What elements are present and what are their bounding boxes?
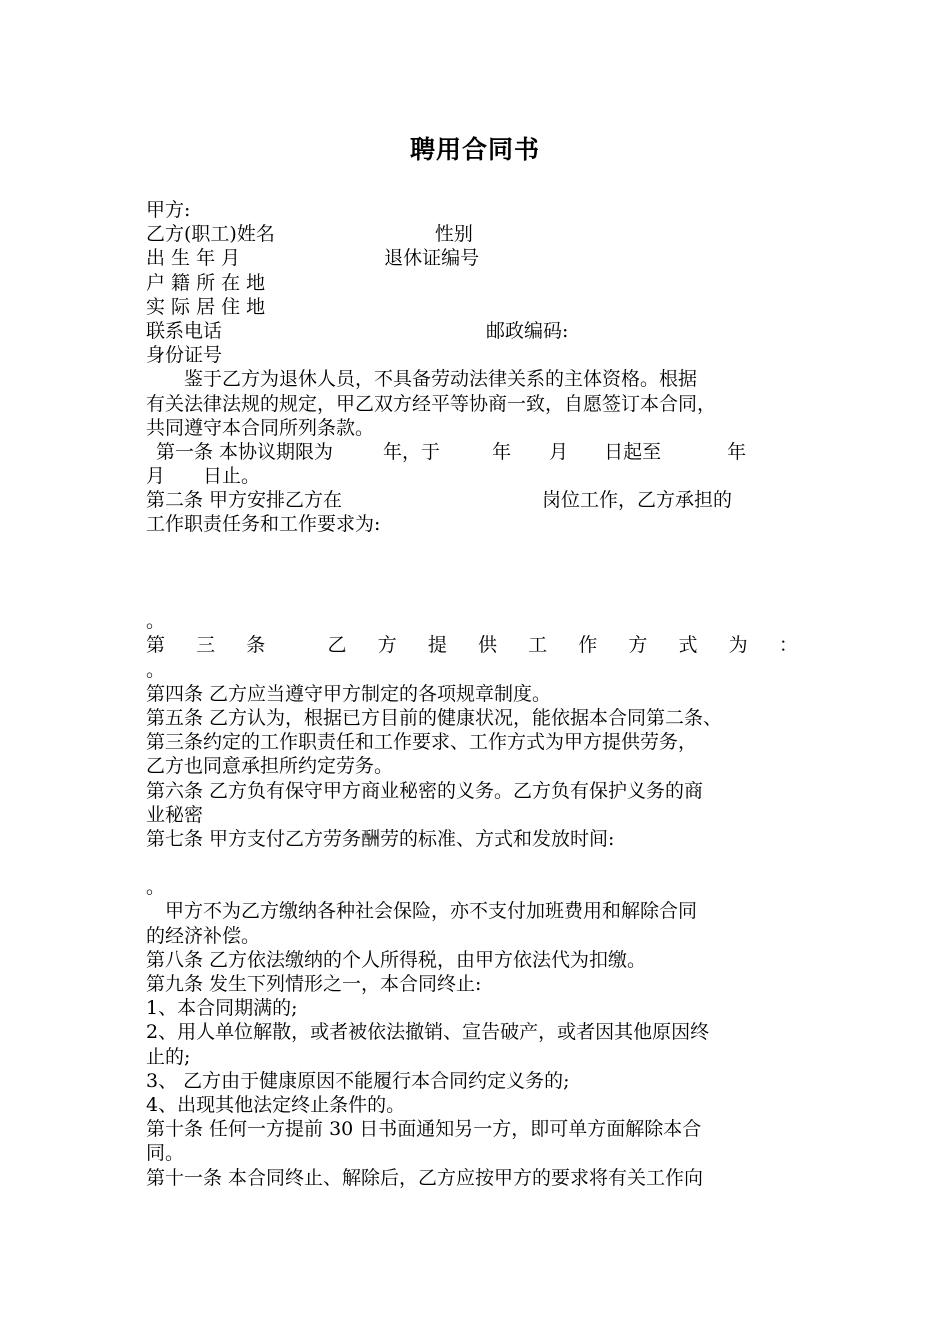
hukou-label: 户 籍 所 在 地 [146, 271, 266, 294]
article-9-item-1: 1、本合同期满的; [146, 997, 298, 1020]
article-3-char: 方 [628, 634, 648, 657]
article-10-line-1: 第十条 任何一方提前 30 日书面通知另一方，即可单方面解除本合 [146, 1118, 702, 1141]
residence-label: 实 际 居 住 地 [146, 295, 266, 318]
article-9-item-2-line-1: 2、用人单位解散，或者被依法撤销、宣告破产，或者因其他原因终 [146, 1021, 710, 1044]
article-7: 第七条 甲方支付乙方劳务酬劳的标准、方式和发放时间: [146, 827, 615, 850]
article-6-line-1: 第六条 乙方负有保守甲方商业秘密的义务。乙方负有保护义务的商 [146, 779, 704, 802]
article-9-item-4: 4、出现其他法定终止条件的。 [146, 1093, 406, 1116]
phone-line [146, 319, 816, 343]
period-mark-2: 。 [146, 658, 166, 681]
article-5-line-1: 第五条 乙方认为，根据已方目前的健康状况，能依据本合同第二条、 [146, 706, 723, 729]
article-5-line-3: 乙方也同意承担所约定劳务。 [146, 755, 394, 778]
article-1-text-d: 月 [549, 440, 569, 463]
contract-body [146, 198, 816, 1190]
article-1-text-b: 年，于 [383, 440, 441, 463]
article-2-line-2: 工作职责任务和工作要求为: [146, 513, 381, 536]
article-4: 第四条 乙方应当遵守甲方制定的各项规章制度。 [146, 682, 552, 705]
gender-label: 性别 [434, 223, 473, 246]
party-a-line: 甲方: [146, 199, 191, 221]
article-1-text-g: 月 [146, 465, 166, 488]
article-1-text-h: 日止。 [203, 465, 261, 488]
article-1-line-1 [146, 440, 816, 464]
article-1-text-a: 第一条 本协议期限为 [156, 440, 334, 463]
article-9-item-3: 3、 乙方由于健康原因不能履行本合同约定义务的; [146, 1069, 570, 1092]
preamble-line-1: 鉴于乙方为退休人员，不具备劳动法律关系的主体资格。根据 [146, 368, 698, 391]
phone-label: 联系电话 [146, 319, 223, 342]
article-3-char: ： [778, 634, 798, 657]
birth-label: 出 生 年 月 [146, 247, 241, 270]
article-1-text-e: 日起至 [604, 440, 662, 463]
period-mark-1: 。 [146, 610, 166, 633]
article-3-char: 三 [196, 634, 216, 657]
article-3-char: 方 [377, 634, 397, 657]
article-2-text-a: 第二条 甲方安排乙方在 [146, 489, 343, 512]
article-3-char: 乙 [327, 634, 347, 657]
article-2-text-b: 岗位工作，乙方承担的 [542, 489, 733, 512]
article-2-line-1 [146, 488, 816, 512]
birth-line [146, 246, 816, 270]
article-3-char: 条 [246, 634, 266, 657]
period-mark-3: 。 [146, 876, 166, 899]
article-7-note-line-1: 甲方不为乙方缴纳各种社会保险，亦不支付加班费用和解除合同 [146, 900, 698, 923]
postcode-label: 邮政编码: [486, 319, 569, 342]
article-6-line-2: 业秘密 [146, 803, 204, 826]
preamble-line-2: 有关法律法规的规定，甲乙双方经平等协商一致，自愿签订本合同， [146, 392, 717, 415]
article-3-char: 式 [678, 634, 698, 657]
article-1-text-f: 年 [727, 440, 747, 463]
article-1-line-2 [146, 464, 816, 488]
id-no-label: 身份证号 [146, 344, 223, 367]
article-11: 第十一条 本合同终止、解除后，乙方应按甲方的要求将有关工作向 [146, 1166, 704, 1189]
retire-no-label: 退休证编号 [384, 247, 480, 270]
article-3-char: 为 [728, 634, 748, 657]
party-b-line [146, 222, 816, 246]
article-5-line-2: 第三条约定的工作职责任和工作要求、工作方式为甲方提供劳务， [146, 731, 698, 754]
article-10-line-2: 同。 [146, 1142, 185, 1165]
article-7-note-line-2: 的经济补偿。 [146, 924, 261, 947]
article-3-line [146, 633, 798, 657]
party-b-name-label: 乙方(职工)姓名 [146, 223, 275, 246]
article-3-char: 作 [578, 634, 598, 657]
document-title: 聘用合同书 [409, 135, 540, 164]
article-3-char: 提 [427, 634, 447, 657]
article-3-char: 工 [528, 634, 548, 657]
article-8: 第八条 乙方依法缴纳的个人所得税，由甲方依法代为扣缴。 [146, 948, 647, 971]
preamble-line-3: 共同遵守本合同所列条款。 [146, 416, 375, 439]
article-9-item-2-line-2: 止的; [146, 1045, 191, 1068]
article-1-text-c: 年 [492, 440, 512, 463]
article-3-char: 供 [477, 634, 497, 657]
article-3-char: 第 [146, 634, 166, 657]
article-9: 第九条 发生下列情形之一，本合同终止: [146, 973, 482, 995]
